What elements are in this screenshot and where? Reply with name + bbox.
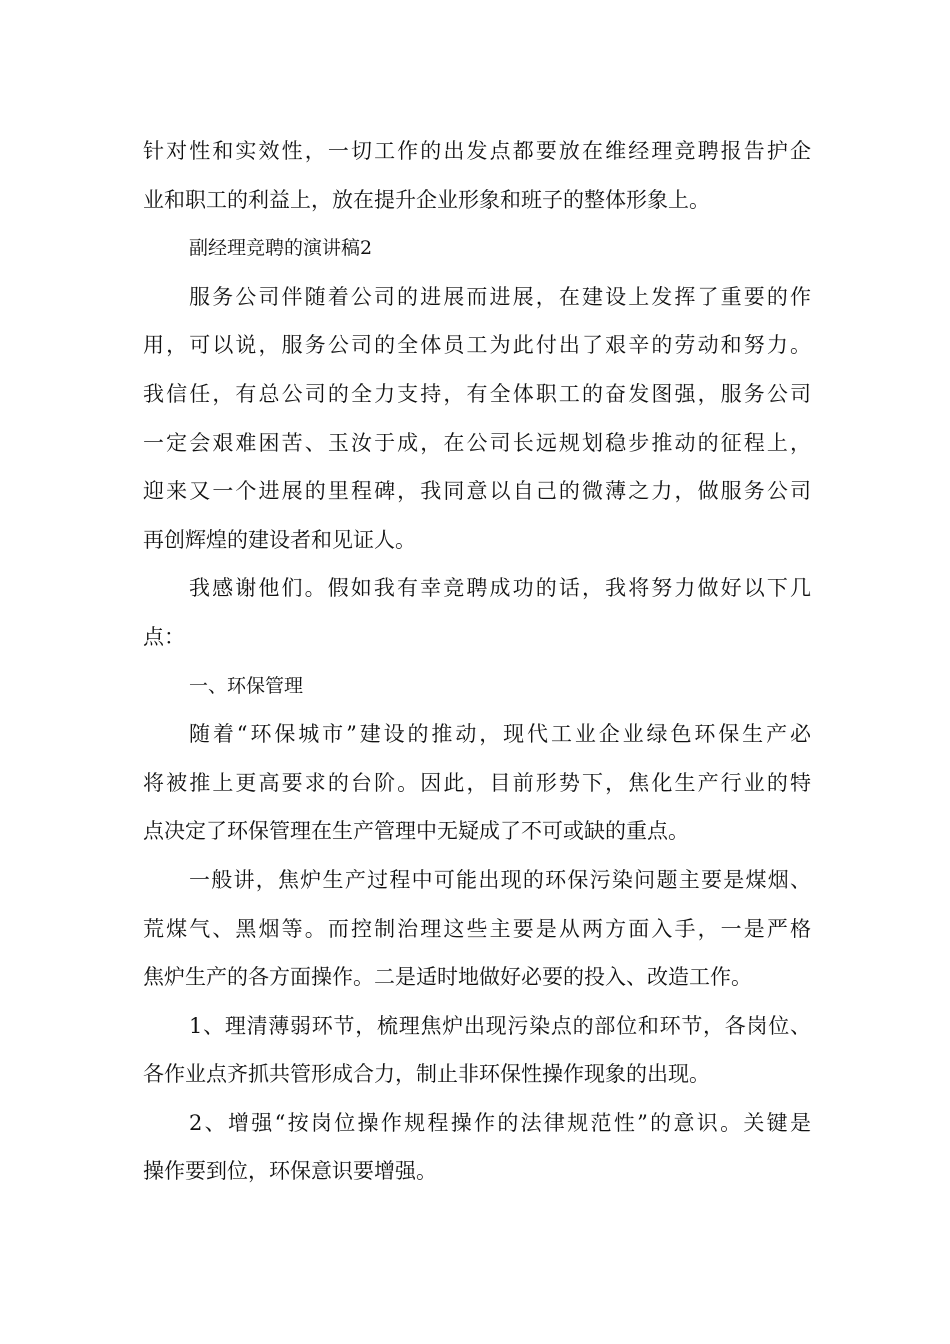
paragraph-line: 再创辉煌的建设者和见证人。 [143,527,416,552]
list-item-line: 2、增强“按岗位操作规程操作的法律规范性”的意识。关键是 [189,1110,811,1135]
list-item-line: 操作要到位，环保意识要增强。 [143,1159,437,1184]
paragraph-line: 将被推上更高要求的台阶。因此，目前形势下，焦化生产行业的特 [143,770,811,795]
paragraph-line: 业和职工的利益上，放在提升企业形象和班子的整体形象上。 [143,187,710,212]
paragraph-line: 随着“环保城市”建设的推动，现代工业企业绿色环保生产必 [189,722,811,747]
paragraph-line: 一定会艰难困苦、玉汝于成，在公司长远规划稳步推动的征程上， [143,430,811,455]
paragraph-line: 荒煤气、黑烟等。而控制治理这些主要是从两方面入手，一是严格 [143,916,811,941]
paragraph-line: 一般讲，焦炉生产过程中可能出现的环保污染问题主要是煤烟、 [189,867,811,892]
document-body [143,127,811,1196]
paragraph-line: 点： [143,624,185,649]
paragraph-line: 我感谢他们。假如我有幸竞聘成功的话，我将努力做好以下几 [189,576,811,601]
list-item-line: 1、理清薄弱环节，梳理焦炉出现污染点的部位和环节，各岗位、 [189,1013,811,1038]
paragraph-line: 我信任，有总公司的全力支持，有全体职工的奋发图强，服务公司 [143,381,811,406]
paragraph-line: 服务公司伴随着公司的进展而进展，在建设上发挥了重要的作 [189,284,811,309]
paragraph-line: 点决定了环保管理在生产管理中无疑成了不可或缺的重点。 [143,819,689,844]
paragraph-line: 用，可以说，服务公司的全体员工为此付出了艰辛的劳动和努力。 [143,333,811,358]
list-item-line: 各作业点齐抓共管形成合力，制止非环保性操作现象的出现。 [143,1062,710,1087]
section-heading: 副经理竞聘的演讲稿2 [189,237,373,260]
section-heading: 一、环保管理 [189,674,304,697]
paragraph-line: 针对性和实效性，一切工作的出发点都要放在维经理竞聘报告护企 [143,139,811,163]
paragraph-line: 迎来又一个进展的里程碑，我同意以自己的微薄之力，做服务公司 [143,479,811,504]
paragraph-line: 焦炉生产的各方面操作。二是适时地做好必要的投入、改造工作。 [143,965,752,990]
